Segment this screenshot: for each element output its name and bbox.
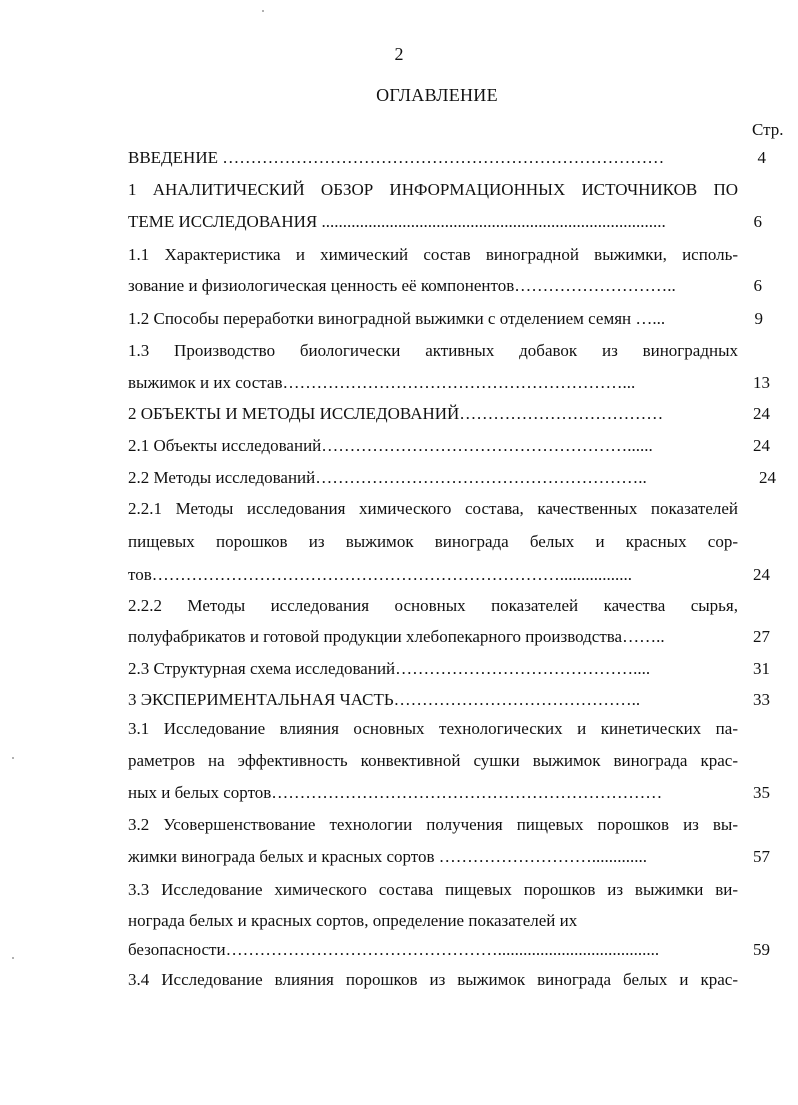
toc-page-number: 27 [753,627,770,646]
toc-line: 2.1 Объекты исследований………………………………………………...... [128,436,653,455]
page-column-header: Стр. [752,120,784,139]
toc-line: 3.4 Исследование влияния порошков из выжимок винограда белых и крас- [128,970,738,989]
toc-page-number: 35 [753,783,770,802]
toc-page-number: 13 [753,373,770,392]
toc-line: пищевых порошков из выжимок винограда белых и красных сор- [128,532,738,551]
page-title: ОГЛАВЛЕНИЕ [376,85,498,105]
toc-line: 3.3 Исследование химического состава пищевых порошков из выжимки ви- [128,880,738,899]
toc-line: выжимок и их состав……………………………………………………... [128,373,636,392]
toc-line: 2.2 Методы исследований………………………………………………….. [128,468,647,487]
toc-line: 1 АНАЛИТИЧЕСКИЙ ОБЗОР ИНФОРМАЦИОННЫХ ИСТОЧНИКОВ ПО [128,180,738,199]
toc-line: 2.2.2 Методы исследования основных показателей качества сырья, [128,596,738,615]
toc-page-number: 24 [753,436,770,455]
page-number: 2 [394,44,404,64]
toc-line: ТЕМЕ ИССЛЕДОВАНИЯ ................................................................................. [128,212,666,231]
toc-line: 3 ЭКСПЕРИМЕНТАЛЬНАЯ ЧАСТЬ…………………………………….. [128,690,641,709]
toc-line: 1.3 Производство биологически активных добавок из виноградных [128,341,738,360]
toc-line: ных и белых сортов…………………………………………………………… [128,783,663,802]
toc-line: зование и физиологическая ценность её компонентов……………………….. [128,276,676,295]
toc-line: 2.3 Структурная схема исследований…………………………………….... [128,659,651,678]
toc-line: 1.2 Способы переработки виноградной выжимки с отделением семян …... [128,309,666,328]
toc-page-number: 57 [753,847,770,866]
toc-line: раметров на эффективность конвективной сушки выжимок винограда крас- [128,751,738,770]
toc-line: безопасности…………………………………………...................................... [128,940,660,959]
scan-speck [262,10,264,12]
scan-speck [12,957,14,959]
toc-line: 2 ОБЪЕКТЫ И МЕТОДЫ ИССЛЕДОВАНИЙ……………………………… [128,404,664,423]
toc-line: жимки винограда белых и красных сортов ………………………............. [128,847,648,866]
toc-page-number: 24 [753,565,770,584]
toc-page-number: 24 [759,468,776,487]
toc-line: тов………………………………………………………………................. [128,565,632,584]
toc-line: 3.2 Усовершенствование технологии получения пищевых порошков из вы- [128,815,738,834]
toc-page-number: 6 [753,276,762,295]
toc-line: 3.1 Исследование влияния основных технологических и кинетических па- [128,719,738,738]
toc-line: полуфабрикатов и готовой продукции хлебопекарного производства…….. [128,627,665,646]
toc-line: 1.1 Характеристика и химический состав виноградной выжимки, исполь- [128,245,738,264]
toc-page-number: 24 [753,404,770,423]
toc-page-number: 33 [753,690,770,709]
toc-page-number: 31 [753,659,770,678]
toc-page-number: 6 [753,212,762,231]
toc-line: 2.2.1 Методы исследования химического состава, качественных показателей [128,499,738,518]
toc-page-number: 9 [754,309,763,328]
toc-page-number: 59 [753,940,770,959]
toc-page-number: 4 [757,148,766,167]
toc-line: нограда белых и красных сортов, определение показателей их [128,911,578,930]
scan-speck [12,757,14,759]
toc-line: ВВЕДЕНИЕ …………………………………………………………………… [128,148,665,167]
